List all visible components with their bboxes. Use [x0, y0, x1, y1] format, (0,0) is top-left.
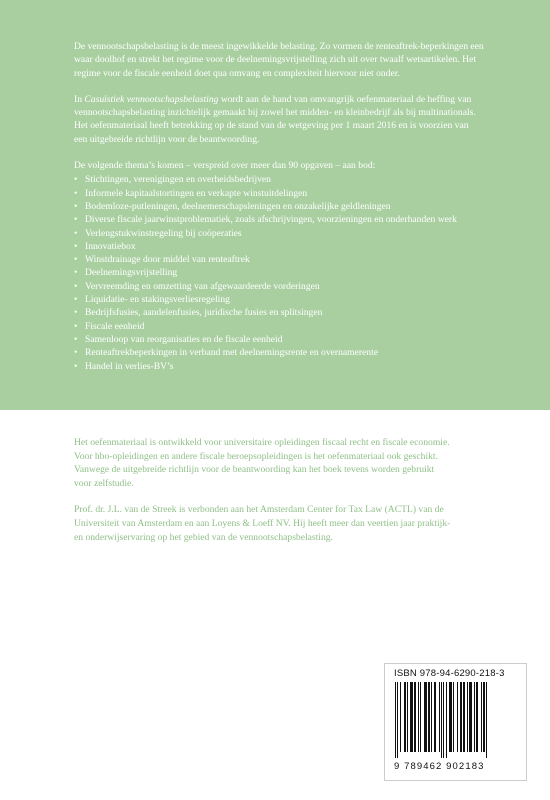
intro-paragraph-1: De vennootschapsbelasting is de meest ingewikkelde belasting. Zo vormen de renteaftrek-beperkingen een waar doolhof en strekt het regime voor de deelnemingsvrijstelling zich uit over twaalf wetsartikelen. Het regime voor de fiscale eenheid doet qua omvang en complexiteit hiervoor niet onder.	[74, 41, 484, 79]
author-bio: Prof. dr. J.L. van de Streek is verbonden aan het Amsterdam Center for Tax Law (ACTL) van de Universiteit van Amsterdam en aan Loyens & Loeff NV. Hij heeft meer dan veertien jaar praktijk- en onderwijservaring op het gebied van de vennootschapsbelasting.	[74, 504, 451, 543]
theme-item: • Fiscale eenheid	[74, 320, 484, 333]
themes-intro: De volgende thema’s komen – verspreid over meer dan 90 opgaven – aan bod:	[74, 160, 376, 172]
theme-item: • Winstdrainage door middel van renteaftrek	[74, 253, 484, 266]
intro-paragraph-2-pre: In	[74, 93, 85, 105]
theme-item: • Renteaftrekbeperkingen in verband met deelnemingsrente en overnamerente	[74, 346, 484, 359]
barcode-icon	[394, 682, 518, 758]
theme-item: • Samenloop van reorganisaties en de fiscale eenheid	[74, 333, 484, 346]
intro-paragraph-2-post: wordt aan de hand van omvangrijk oefenmateriaal de heffing van vennootschapsbelasting inzichtelijk gemaakt bij zowel het midden- en kleinbedrijf als bij multinationals. Het oefenmateriaal heeft betrekking op de stand van de wetgeving per 1 maart 2016 en is voorzien van een uitgebreide richtlijn voor de beantwoording.	[74, 93, 476, 145]
book-title-italic: Casuïstiek vennootschapsbelasting	[84, 93, 219, 105]
intro-paragraph-2	[74, 93, 484, 146]
theme-item: • Vervreemding en omzetting van afgewaardeerde vorderingen	[74, 280, 484, 293]
barcode-digits: 9 789462 902183	[394, 761, 485, 772]
intro-block	[74, 40, 484, 373]
theme-item: • Handel in verlies-BV’s	[74, 360, 484, 373]
theme-item: • Stichtingen, verenigingen en overheidsbedrijven	[74, 173, 484, 186]
theme-item: • Deelnemingsvrijstelling	[74, 266, 484, 279]
theme-item: • Liquidatie- en stakingsverliesregeling	[74, 293, 484, 306]
theme-item: • Informele kapitaalstortingen en verkapte winstuitdelingen	[74, 187, 484, 200]
lower-block	[74, 436, 454, 544]
theme-item: • Diverse fiscale jaarwinstproblematiek, zoals afschrijvingen, voorzieningen en onderhanden werk	[74, 213, 484, 226]
lower-paragraph-1: Het oefenmateriaal is ontwikkeld voor universitaire opleidingen fiscaal recht en fiscale economie. Voor hbo-opleidingen en andere fiscale beroepsopleidingen is het oefenmateriaal ook geschikt. Vanwege de uitgebreide richtlijn voor de beantwoording kan het boek tevens worden gebruikt voor zelfstudie.	[74, 437, 450, 489]
themes-list	[74, 173, 484, 372]
theme-item: • Verlengstukwinstregeling bij coöperaties	[74, 227, 484, 240]
theme-item: • Innovatiebox	[74, 240, 484, 253]
isbn-label: ISBN 978-94-6290-218-3	[394, 668, 505, 679]
theme-item: • Bedrijfsfusies, aandelenfusies, juridische fusies en splitsingen	[74, 306, 484, 319]
theme-item: • Bodemloze-putleningen, deelnemerschapsleningen en onzakelijke geldleningen	[74, 200, 484, 213]
